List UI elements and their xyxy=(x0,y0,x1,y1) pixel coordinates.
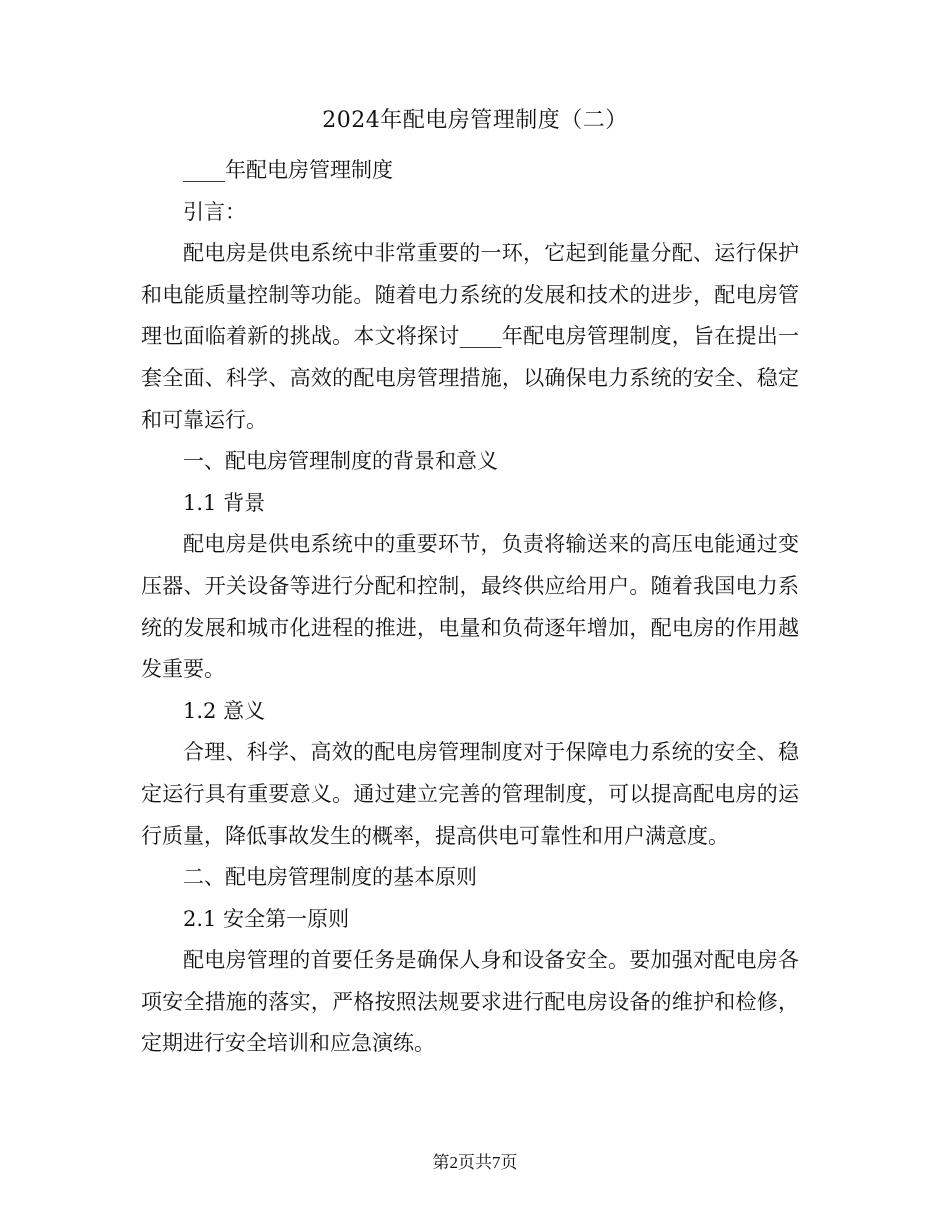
subsection-heading-1-1: 1.1 背景 xyxy=(183,490,266,515)
page-number: 第2页共7页 xyxy=(432,1153,518,1172)
paragraph-background: 配电房是供电系统中的重要环节，负责将输送来的高压电能通过变压器、开关设备等进行分配和控制，最终供应给用户。随着我国电力系统的发展和城市化进程的推进，电量和负荷逐年增加，配电房的作用越发重要。 xyxy=(141,532,799,682)
section-heading-2: 二、配电房管理制度的基本原则 xyxy=(183,865,477,890)
paragraph-significance: 合理、科学、高效的配电房管理制度对于保障电力系统的安全、稳定运行具有重要意义。通过建立完善的管理制度，可以提高配电房的运行质量，降低事故发生的概率，提高供电可靠性和用户满意度。 xyxy=(141,740,799,848)
subsection-heading-2-1: 2.1 安全第一原则 xyxy=(183,906,350,931)
paragraph-intro-text: 配电房是供电系统中非常重要的一环，它起到能量分配、运行保护和电能质量控制等功能。随着电力系统的发展和技术的进步，配电房管理也面临着新的挑战。本文将探讨____年配电房管理制度，旨在提出一套全面、科学、高效的配电房管理措施，以确保电力系统的安全、稳定和可靠运行。 xyxy=(141,241,799,432)
document-title: 2024年配电房管理制度（二） xyxy=(322,108,628,133)
paragraph-subtitle: ____年配电房管理制度 xyxy=(183,158,393,182)
paragraph-intro-heading: 引言： xyxy=(183,199,246,224)
subsection-heading-1-2: 1.2 意义 xyxy=(183,698,266,723)
section-heading-1: 一、配电房管理制度的背景和意义 xyxy=(183,449,498,474)
document-body xyxy=(141,150,799,1065)
paragraph-safety: 配电房管理的首要任务是确保人身和设备安全。要加强对配电房各项安全措施的落实，严格按照法规要求进行配电房设备的维护和检修，定期进行安全培训和应急演练。 xyxy=(141,948,799,1056)
